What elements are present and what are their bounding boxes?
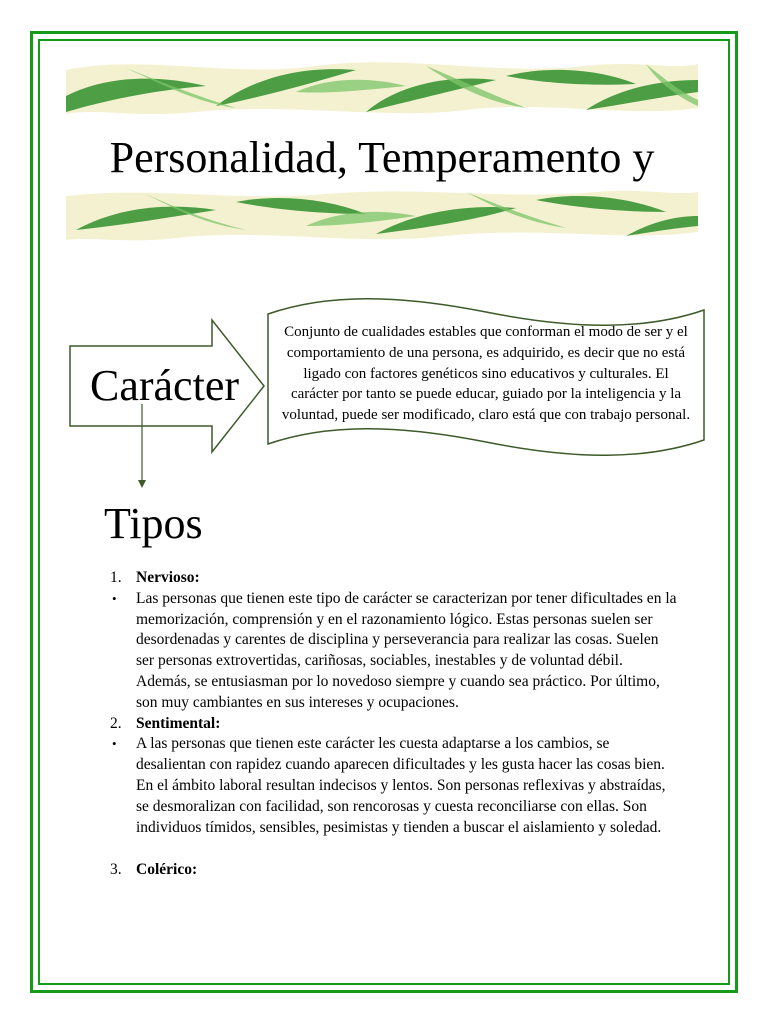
bullet-icon: •: [112, 736, 117, 752]
type-name: Nervioso:: [136, 569, 200, 586]
down-arrow-connector: [130, 404, 154, 490]
list-item-type-3: [104, 860, 680, 881]
character-definition: Conjunto de cualidades estables que conforman el modo de ser y el comportamiento de una persona, es adquirido, es decir que no está ligado con factores genéticos sino educativos y culturales. El carácter por tanto se puede educar, guiado por la inteligencia y la voluntad, puede ser modificado, claro está que con trabajo personal.: [281, 324, 691, 424]
list-item-description: [104, 734, 680, 838]
list-number: 1.: [110, 569, 122, 586]
section-heading-types: Tipos: [104, 499, 203, 548]
character-label: Carácter: [90, 361, 239, 410]
list-item-type-2: [104, 714, 680, 735]
list-item-type-1: [104, 568, 680, 589]
type-name: Colérico:: [136, 861, 198, 879]
type-description: A las personas que tienen este carácter les cuesta adaptarse a los cambios, se desalientan con rapidez cuando aparecen dificultades y les gusta hacer las cosas bien. En el ámbito laboral resultan indecisos y lentos. Son personas reflexivas y abstraídas, se desmoralizan con facilidad, son rencorosas y cuesta reconciliarse con ellas. Son individuos tímidos, sensibles, pesimistas y tienden a buscar el aislamiento y soledad.: [136, 735, 666, 836]
bullet-icon: •: [112, 590, 117, 606]
list-item-description: [104, 589, 680, 714]
type-description: Las personas que tienen este tipo de carácter se caracterizan por tener dificultades en la memorización, comprensión y en el razonamiento lógico. Estas personas suelen ser desordenadas y carentes de disciplina y perseverancia para realizar las cosas. Suelen ser personas extrovertidas, cariñosas, sociables, inestables y de voluntad débil. Además, se entusiasman por lo novedoso siempre y cuando sea práctico. Por último, son muy cambiantes en sus intereses y ocupaciones.: [136, 589, 677, 711]
leaf-banner-top: [66, 56, 698, 122]
type-name: Sentimental:: [136, 714, 221, 732]
list-spacer: [104, 838, 680, 860]
list-number: 3.: [110, 861, 122, 879]
types-list: [104, 568, 680, 881]
list-number: 2.: [110, 714, 122, 732]
leaf-banner-bottom: [66, 186, 698, 246]
document-title: Personalidad, Temperamento y: [109, 133, 655, 182]
